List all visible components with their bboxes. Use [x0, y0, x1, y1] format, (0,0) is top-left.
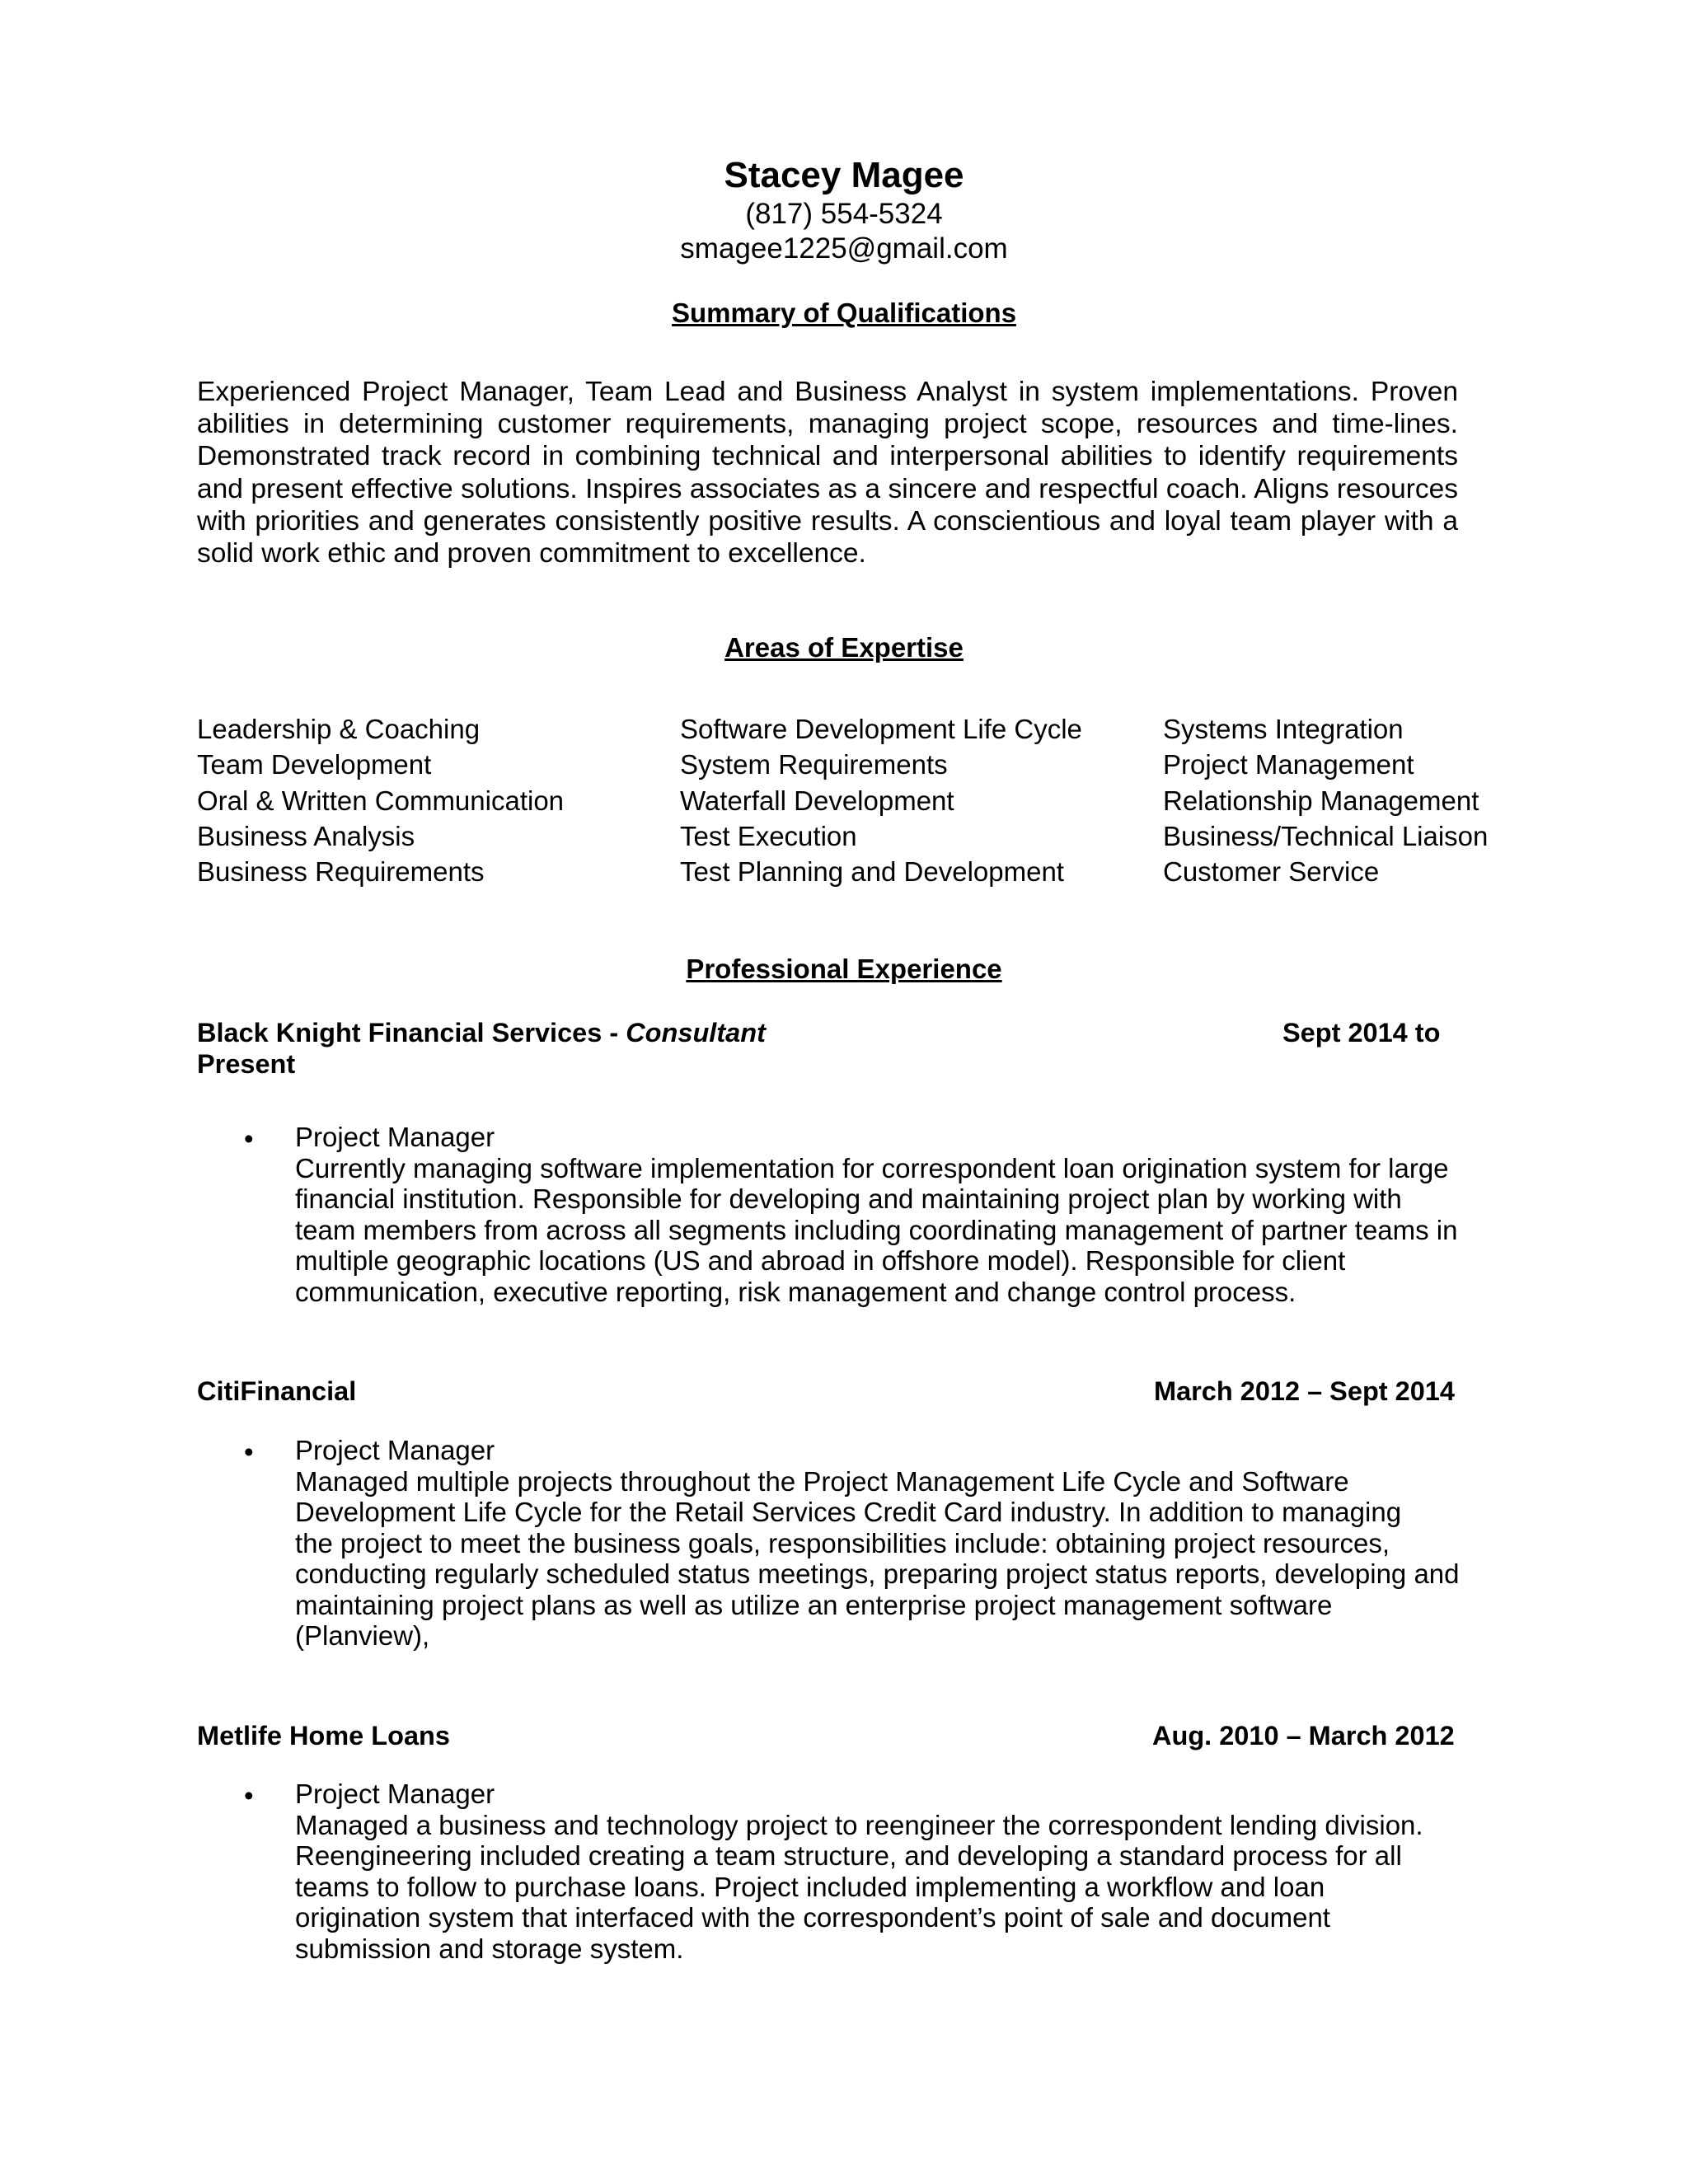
- expertise-item: Project Management: [1163, 749, 1414, 780]
- job-company: [197, 1018, 766, 1048]
- expertise-item: Systems Integration: [1163, 714, 1404, 744]
- job-dates-continued: Present: [197, 1049, 296, 1079]
- job-role: Project Manager: [295, 1779, 495, 1809]
- expertise-item: Software Development Life Cycle: [680, 714, 1082, 744]
- job-company-name: Black Knight Financial Services -: [197, 1018, 626, 1047]
- expertise-item: Leadership & Coaching: [197, 714, 481, 744]
- expertise-item: System Requirements: [680, 749, 948, 780]
- expertise-item: Business Analysis: [197, 820, 415, 851]
- job-role-block: [295, 1122, 1458, 1307]
- expertise-item: Oral & Written Communication: [197, 785, 565, 816]
- job-company: Metlife Home Loans: [197, 1721, 450, 1750]
- expertise-item: Customer Service: [1163, 856, 1380, 888]
- bullet-icon: •: [244, 1436, 254, 1467]
- expertise-item: Waterfall Development: [680, 785, 954, 816]
- job-title: Consultant: [626, 1018, 766, 1047]
- expertise-item: Business Requirements: [197, 856, 485, 888]
- job-role-block: [295, 1435, 1460, 1652]
- expertise-item: Business/Technical Liaison: [1163, 820, 1489, 851]
- summary-heading: Summary of Qualifications: [671, 298, 1017, 328]
- email-address: smagee1225@gmail.com: [680, 232, 1008, 265]
- job-dates: Sept 2014 to: [1282, 1018, 1441, 1047]
- job-company: CitiFinancial: [197, 1376, 357, 1406]
- summary-text: Experienced Project Manager, Team Lead and Business Analyst in system implementations. Proven abilities in determining customer requirements, managing project scope, resources and time-lines. Demonstrated track record in combining technical and interpersonal abilities to identify requirements and present effective solutions. Inspires associates as a sincere and respectful coach. Aligns resources with priorities and generates consistently positive results. A conscientious and loyal team player with a solid work ethic and proven commitment to excellence.: [197, 377, 1458, 569]
- candidate-name: Stacey Magee: [724, 155, 964, 195]
- expertise-item: Test Execution: [680, 820, 857, 851]
- bullet-icon: •: [244, 1123, 254, 1154]
- job-role: Project Manager: [295, 1435, 495, 1465]
- expertise-column-2: [680, 711, 1082, 889]
- job-role: Project Manager: [295, 1122, 495, 1152]
- bullet-icon: •: [244, 1780, 254, 1811]
- job-dates: Aug. 2010 – March 2012: [1152, 1721, 1455, 1750]
- job-description: Managed multiple projects throughout the Project Management Life Cycle and Software Development Life Cycle for the Retail Services Credit Card industry. In addition to managing the project to meet the business goals, responsibilities include: obtaining project resources, conducting regularly scheduled status meetings, preparing project status reports, developing and maintaining project plans as well as utilize an enterprise project management software (Planview),: [295, 1465, 1460, 1651]
- expertise-item: Team Development: [197, 749, 432, 780]
- expertise-heading: Areas of Expertise: [724, 632, 964, 663]
- expertise-column-3: [1163, 711, 1488, 889]
- job-role-block: [295, 1779, 1423, 1964]
- expertise-item: Relationship Management: [1163, 785, 1479, 816]
- job-description: Managed a business and technology project to reengineer the correspondent lending division. Reengineering included creating a team structure, and developing a standard process for all teams to follow to purchase loans. Project included implementing a workflow and loan origination system that interfaced with the correspondent’s point of sale and document submission and storage system.: [295, 1809, 1423, 1964]
- job-dates: March 2012 – Sept 2014: [1154, 1376, 1455, 1406]
- job-description: Currently managing software implementation for correspondent loan origination system for large financial institution. Responsible for developing and maintaining project plan by working with team members from across all segments including coordinating management of partner teams in multiple geographic locations (US and abroad in offshore model). Responsible for client communication, executive reporting, risk management and change control process.: [295, 1152, 1458, 1307]
- phone-number: (817) 554-5324: [745, 198, 943, 230]
- expertise-column-1: [197, 711, 564, 889]
- expertise-item: Test Planning and Development: [680, 856, 1064, 888]
- experience-heading: Professional Experience: [686, 954, 1002, 984]
